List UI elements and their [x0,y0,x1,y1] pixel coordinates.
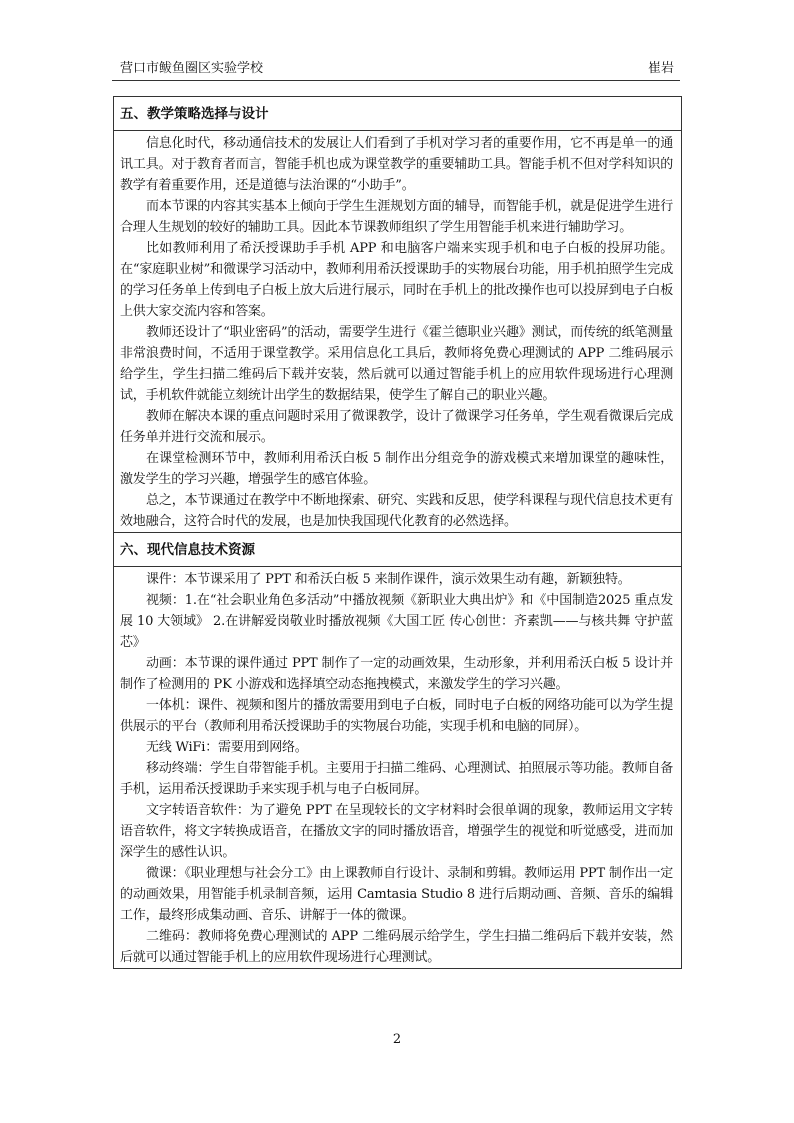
header-divider [112,80,680,81]
paragraph: 而本节课的内容其实基本上倾向于学生生涯规划方面的辅导，而智能手机，就是促进学生进行合理人生规划的较好的辅助工具。因此本节课教师组织了学生用智能手机来进行辅助学习。 [120,199,673,235]
paragraph: 信息化时代，移动通信技术的发展让人们看到了手机对学习者的重要作用，它不再是单一的通讯工具。对于教育者而言，智能手机也成为课堂教学的重要辅助工具。智能手机不但对学科知识的教学有着重要作用，还是道德与法治课的“小助手”。 [120,136,673,193]
page-number: 2 [392,1032,402,1047]
paragraph: 动画：本节课的课件通过 PPT 制作了一定的动画效果，生动形象，并利用希沃白板 5 设计并制作了检测用的 PK 小游戏和选择填空动态拖拽模式，来激发学生的学习兴趣。 [120,656,673,692]
paragraph: 微课：《职业理想与社会分工》由上课教师自行设计、录制和剪辑。教师运用 PPT 制作出一定的动画效果，用智能手机录制音频，运用 Camtasia Studio 8 进行后期动画、音频、音乐的编辑工作，最终形成集动画、音乐、讲解于一体的微课。 [120,866,673,923]
paragraph: 视频：1.在“社会职业角色多活动”中播放视频《新职业大典出炉》和《中国制造2025 重点发展 10 大领域》 2.在讲解爱岗敬业时播放视频《大国工匠 传心创世：齐素凯——与核共舞 守护蓝芯》 [120,593,673,650]
document-table [113,96,682,969]
paragraph: 比如教师利用了希沃授课助手手机 APP 和电脑客户端来实现手机和电子白板的投屏功能。在“家庭职业树”和微课学习活动中，教师利用希沃授课助手的实物展台功能，用手机拍照学生完成的学习任务单上传到电子白板上放大后进行展示，同时在手机上的批改操作也可以投屏到电子白板上供大家交流内容和答案。 [120,241,673,319]
header-author-name: 崔岩 [648,61,675,76]
paragraph: 二维码：教师将免费心理测试的 APP 二维码展示给学生，学生扫描二维码后下载并安装，然后就可以通过智能手机上的应用软件现场进行心理测试。 [120,929,673,965]
paragraph: 总之，本节课通过在教学中不断地探索、研究、实践和反思，使学科课程与现代信息技术更有效地融合，这符合时代的发展，也是加快我国现代化教育的必然选择。 [120,493,673,529]
paragraph: 课件：本节课采用了 PPT 和希沃白板 5 来制作课件，演示效果生动有趣，新颖独特。 [146,572,631,587]
section-title-it-resources: 六、现代信息技术资源 [114,533,681,567]
paragraph: 一体机：课件、视频和图片的播放需要用到电子白板，同时电子白板的网络功能可以为学生提供展示的平台（教师利用希沃授课助手的实物展台功能，实现手机和电脑的同屏）。 [120,698,673,734]
section-body-teaching-strategy [114,131,681,533]
section-body-it-resources [114,567,681,968]
paragraph: 教师还设计了“职业密码”的活动，需要学生进行《霍兰德职业兴趣》测试，而传统的纸笔测量非常浪费时间，不适用于课堂教学。采用信息化工具后，教师将免费心理测试的 APP 二维码展示给学生，学生扫描二维码后下载并安装，然后就可以通过智能手机上的应用软件现场进行心理测试，手机软件就能立刻统计出学生的数据结果，使学生了解自己的职业兴趣。 [120,325,673,403]
paragraph: 无线 WiFi：需要用到网络。 [146,740,308,755]
paragraph: 教师在解决本课的重点问题时采用了微课教学，设计了微课学习任务单，学生观看微课后完成任务单并进行交流和展示。 [120,409,673,445]
paragraph: 文字转语音软件：为了避免 PPT 在呈现较长的文字材料时会很单调的现象，教师运用文字转语音软件，将文字转换成语音，在播放文字的同时播放语音，增强学生的视觉和听觉感受，进而加深学生的感性认识。 [120,803,673,860]
section-title-teaching-strategy: 五、教学策略选择与设计 [114,97,681,131]
paragraph: 在课堂检测环节中，教师利用希沃白板 5 制作出分组竞争的游戏模式来增加课堂的趣味性，激发学生的学习兴趣，增强学生的感官体验。 [120,451,673,487]
paragraph: 移动终端：学生自带智能手机。主要用于扫描二维码、心理测试、拍照展示等功能。教师自备手机，运用希沃授课助手来实现手机与电子白板同屏。 [120,761,673,797]
header-school-name: 营口市鲅鱼圈区实验学校 [120,61,264,76]
